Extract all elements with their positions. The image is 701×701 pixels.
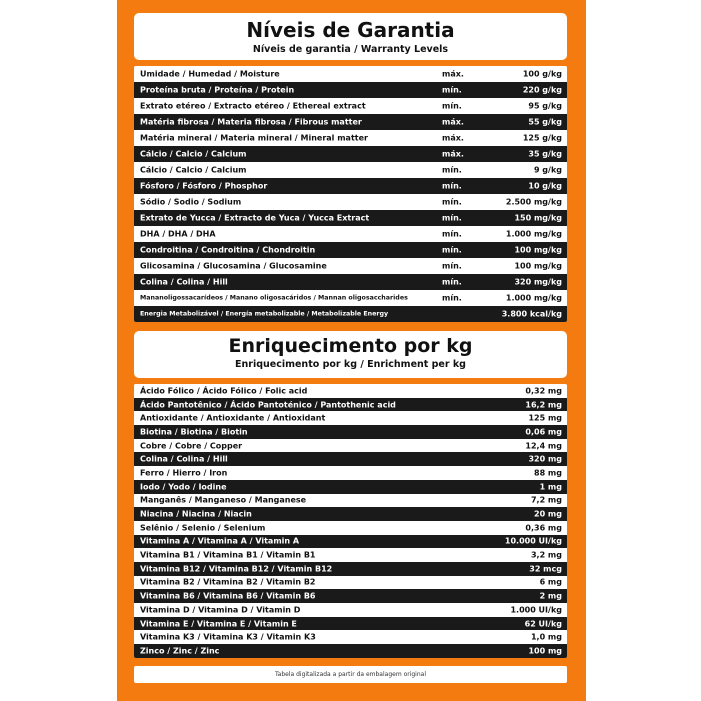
- limit-type: máx.: [442, 133, 464, 143]
- table-row: [134, 548, 567, 562]
- enrichment-table: [134, 384, 567, 658]
- nutrient-name: Ferro / Hierro / Iron: [140, 468, 228, 478]
- nutrient-name: Antioxidante / Antioxidante / Antioxidant: [140, 413, 326, 423]
- enrichment-title: Enriquecimento por kg: [228, 335, 473, 357]
- nutrient-value: 1.000 mg/kg: [505, 229, 562, 239]
- table-row: [134, 630, 567, 644]
- nutrient-name: Vitamina B6 / Vitamina B6 / Vitamin B6: [140, 591, 316, 601]
- nutrient-name: Colina / Colina / Hill: [140, 277, 228, 287]
- limit-type: máx.: [442, 117, 464, 127]
- table-row: [134, 480, 567, 494]
- nutrient-value: 32 mcg: [529, 564, 562, 574]
- nutrient-name: Fósforo / Fósforo / Phosphor: [140, 181, 268, 191]
- nutrient-value: 320 mg: [528, 454, 562, 464]
- nutrient-name: Biotina / Biotina / Biotin: [140, 427, 248, 437]
- table-row: [134, 274, 567, 290]
- nutrient-name: Glicosamina / Glucosamina / Glucosamine: [140, 261, 327, 271]
- nutrient-name: Vitamina B1 / Vitamina B1 / Vitamin B1: [140, 550, 316, 560]
- table-row: [134, 576, 567, 590]
- guarantee-levels-subtitle: Níveis de garantia / Warranty Levels: [252, 44, 449, 55]
- guarantee-levels-table: [134, 66, 567, 322]
- nutrient-name: Proteína bruta / Proteína / Protein: [140, 85, 295, 95]
- nutrient-value: 9 g/kg: [533, 165, 562, 175]
- nutrient-name: Vitamina B12 / Vitamina B12 / Vitamin B12: [140, 564, 333, 574]
- table-row: [134, 562, 567, 576]
- nutrient-name: Condroitina / Condroitina / Chondroitin: [140, 245, 316, 255]
- nutrient-value: 0,06 mg: [525, 427, 562, 437]
- nutrient-value: 2 mg: [539, 591, 562, 601]
- nutrient-name: Cobre / Cobre / Copper: [140, 441, 243, 451]
- nutrient-value: 20 mg: [534, 509, 562, 519]
- table-row: [134, 589, 567, 603]
- nutrient-name: Sódio / Sodio / Sodium: [140, 197, 242, 207]
- nutrient-value: 0,36 mg: [525, 523, 562, 533]
- nutrient-value: 125 mg: [528, 413, 562, 423]
- nutrient-value: 95 g/kg: [528, 101, 562, 111]
- nutrient-name: Mananoligossacarídeos / Manano oligosacáridos / Mannan oligosaccharides: [140, 294, 408, 302]
- nutrient-value: 320 mg/kg: [514, 277, 562, 287]
- table-row: [134, 507, 567, 521]
- nutrient-name: Niacina / Niacina / Niacin: [140, 509, 252, 519]
- nutrient-value: 16,2 mg: [525, 400, 562, 410]
- table-row: [134, 82, 567, 98]
- limit-type: mín.: [442, 229, 462, 239]
- table-row: [134, 98, 567, 114]
- nutrient-name: DHA / DHA / DHA: [140, 229, 216, 239]
- nutrient-name: Cálcio / Calcio / Calcium: [140, 165, 247, 175]
- nutrient-name: Ácido Pantotênico / Ácido Pantoténico / Pantothenic acid: [140, 400, 396, 410]
- table-row: [134, 162, 567, 178]
- limit-type: mín.: [442, 85, 462, 95]
- nutrient-value: 55 g/kg: [528, 117, 562, 127]
- nutrient-name: Zinco / Zinc / Zinc: [140, 646, 220, 656]
- nutrient-name: Vitamina B2 / Vitamina B2 / Vitamin B2: [140, 577, 316, 587]
- limit-type: mín.: [442, 181, 462, 191]
- nutrient-name: Iodo / Yodo / Iodine: [140, 482, 227, 492]
- limit-type: máx.: [442, 69, 464, 79]
- nutrient-value: 2.500 mg/kg: [505, 197, 562, 207]
- table-row: [134, 439, 567, 453]
- limit-type: mín.: [442, 101, 462, 111]
- guarantee-levels-title: Níveis de Garantia: [246, 18, 455, 42]
- limit-type: mín.: [442, 197, 462, 207]
- limit-type: mín.: [442, 261, 462, 271]
- nutrient-value: 35 g/kg: [528, 149, 562, 159]
- nutrient-name: Cálcio / Calcio / Calcium: [140, 149, 247, 159]
- enrichment-header: [134, 331, 567, 378]
- enrichment-subtitle: Enriquecimento por kg / Enrichment per kg: [235, 359, 466, 370]
- table-row: [134, 535, 567, 549]
- table-row: [134, 521, 567, 535]
- nutrient-name: Extrato de Yucca / Extracto de Yuca / Yucca Extract: [140, 213, 370, 223]
- nutrient-value: 10 g/kg: [528, 181, 562, 191]
- table-row: [134, 384, 567, 398]
- nutrient-name: Energia Metabolizável / Energía metabolizable / Metabolizable Energy: [140, 310, 389, 318]
- limit-type: mín.: [442, 293, 462, 303]
- nutrient-value: 1.000 mg/kg: [505, 293, 562, 303]
- table-row: [134, 210, 567, 226]
- nutrient-name: Vitamina E / Vitamina E / Vitamin E: [140, 619, 297, 629]
- table-row: [134, 494, 567, 508]
- nutrient-value: 100 g/kg: [522, 69, 562, 79]
- limit-type: mín.: [442, 213, 462, 223]
- table-row: [134, 411, 567, 425]
- table-row: [134, 66, 567, 82]
- nutrient-name: Vitamina D / Vitamina D / Vitamin D: [140, 605, 301, 615]
- nutrient-name: Vitamina K3 / Vitamina K3 / Vitamin K3: [140, 632, 316, 642]
- nutrient-value: 88 mg: [534, 468, 562, 478]
- table-row: [134, 242, 567, 258]
- nutrient-name: Vitamina A / Vitamina A / Vitamin A: [140, 536, 300, 546]
- nutrient-value: 1,0 mg: [530, 632, 562, 642]
- table-row: [134, 130, 567, 146]
- nutrient-value: 3,2 mg: [530, 550, 562, 560]
- table-row: [134, 178, 567, 194]
- table-row: [134, 425, 567, 439]
- nutrient-value: 3.800 kcal/kg: [501, 309, 562, 319]
- nutrient-name: Ácido Fólico / Ácido Fólico / Folic acid: [140, 386, 308, 396]
- nutrient-value: 125 g/kg: [522, 133, 562, 143]
- guarantee-levels-header: [134, 13, 567, 60]
- nutrient-name: Colina / Colina / Hill: [140, 454, 228, 464]
- table-row: [134, 603, 567, 617]
- nutrient-name: Selênio / Selenio / Selenium: [140, 523, 266, 533]
- nutrient-value: 10.000 UI/kg: [504, 536, 562, 546]
- nutrient-value: 100 mg: [528, 646, 562, 656]
- nutrient-name: Extrato etéreo / Extracto etéreo / Ethereal extract: [140, 101, 366, 111]
- table-row: [134, 290, 567, 306]
- nutrient-name: Matéria mineral / Materia mineral / Mineral matter: [140, 133, 368, 143]
- limit-type: máx.: [442, 149, 464, 159]
- nutrient-value: 6 mg: [539, 577, 562, 587]
- nutrient-value: 1 mg: [539, 482, 562, 492]
- nutrient-value: 12,4 mg: [525, 441, 562, 451]
- table-row: [134, 194, 567, 210]
- table-row: [134, 452, 567, 466]
- table-row: [134, 146, 567, 162]
- nutrient-value: 220 g/kg: [522, 85, 562, 95]
- table-row: [134, 644, 567, 658]
- nutrient-value: 7,2 mg: [530, 495, 562, 505]
- table-row: [134, 258, 567, 274]
- footer-note: Tabela digitalizada a partir da embalagem original: [134, 666, 567, 683]
- table-row: [134, 617, 567, 631]
- nutrient-value: 100 mg/kg: [514, 261, 562, 271]
- nutrient-value: 150 mg/kg: [514, 213, 562, 223]
- nutrient-value: 1.000 UI/kg: [510, 605, 562, 615]
- table-row: [134, 306, 567, 322]
- table-row: [134, 114, 567, 130]
- limit-type: mín.: [442, 277, 462, 287]
- nutrient-name: Manganês / Manganeso / Manganese: [140, 495, 307, 505]
- nutrient-value: 0,32 mg: [525, 386, 562, 396]
- table-row: [134, 466, 567, 480]
- table-row: [134, 398, 567, 412]
- nutrient-value: 100 mg/kg: [514, 245, 562, 255]
- table-row: [134, 226, 567, 242]
- limit-type: mín.: [442, 165, 462, 175]
- limit-type: mín.: [442, 245, 462, 255]
- nutrient-name: Umidade / Humedad / Moisture: [140, 69, 280, 79]
- nutrient-value: 62 UI/kg: [524, 619, 562, 629]
- nutrient-name: Matéria fibrosa / Materia fibrosa / Fibrous matter: [140, 117, 362, 127]
